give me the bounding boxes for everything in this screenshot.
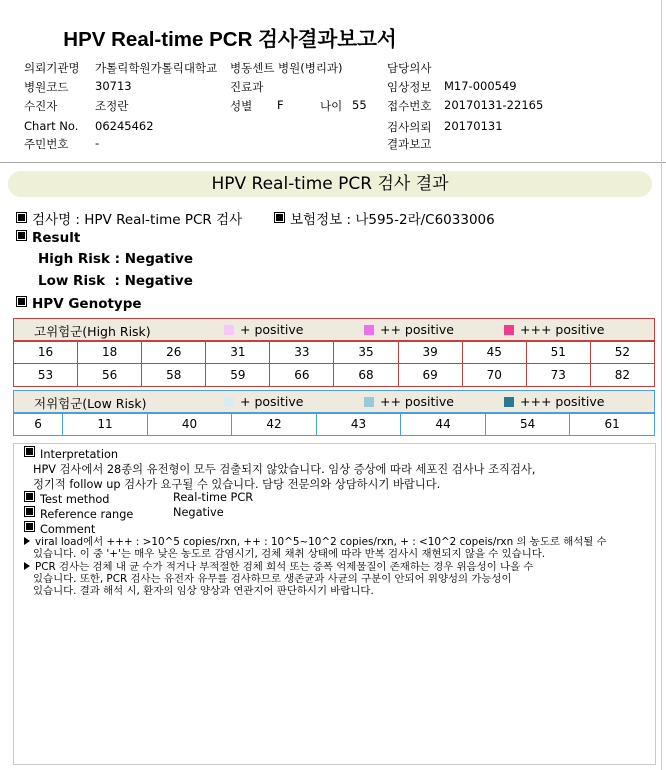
patient-label: 수진자 <box>24 99 58 113</box>
swatch-icon <box>504 325 514 335</box>
request-value: 20170131 <box>444 119 503 133</box>
table-row <box>14 413 655 436</box>
genotype-cell: 61 <box>570 413 655 436</box>
checkbox-square-icon <box>24 506 35 517</box>
interpretation-label: Interpretation <box>40 448 119 461</box>
comment-row <box>24 521 95 536</box>
receipt-label: 접수번호 <box>387 99 432 113</box>
insurance-row <box>274 208 495 228</box>
comment-2c: 있습니다. 결과 해석 시, 환자의 임상 양상과 연관지어 판단하시기 바랍니다. <box>33 585 374 597</box>
patient-value: 조정란 <box>95 99 129 113</box>
genotype-cell: 82 <box>590 364 654 387</box>
legend-item-plus2 <box>364 394 454 409</box>
bullet-triangle-icon <box>24 537 30 545</box>
high-risk-result: High Risk : Negative <box>38 251 193 267</box>
genotype-cell: 42 <box>232 413 317 436</box>
genotype-cell: 68 <box>334 364 398 387</box>
low-risk-legend <box>13 390 655 414</box>
checkbox-square-icon <box>16 212 27 223</box>
genotype-cell: 35 <box>334 341 398 364</box>
genotype-cell: 16 <box>14 341 78 364</box>
resident-value: - <box>95 136 100 150</box>
clinical-info-value: M17-000549 <box>444 79 517 93</box>
insurance-value: 나595-2라/C6033006 <box>355 212 495 228</box>
result-banner: HPV Real-time PCR 검사 결과 <box>8 171 652 197</box>
doctor-label: 담당의사 <box>387 61 432 75</box>
legend-label: ++ positive <box>380 394 454 409</box>
genotype-cell: 53 <box>14 364 78 387</box>
genotype-cell: 52 <box>590 341 654 364</box>
legend-item-plus2 <box>364 322 454 337</box>
genotype-heading <box>16 296 142 312</box>
range-value: Negative <box>173 506 224 519</box>
low-risk-table <box>13 412 655 436</box>
legend-item-plus <box>224 322 303 337</box>
legend-label: +++ positive <box>520 394 605 409</box>
insurance-label: 보험정보 : <box>290 212 352 228</box>
bullet-triangle-icon <box>24 562 30 570</box>
genotype-cell: 43 <box>316 413 401 436</box>
swatch-icon <box>364 397 374 407</box>
low-risk-label: 저위험군(Low Risk) <box>34 396 147 411</box>
high-risk-label: 고위험군(High Risk) <box>34 324 151 339</box>
genotype-cell: 40 <box>147 413 232 436</box>
genotype-cell: 18 <box>78 341 142 364</box>
range-label: Reference range <box>40 508 134 521</box>
genotype-cell: 69 <box>398 364 462 387</box>
test-name-label: 검사명 : <box>32 212 80 228</box>
checkbox-square-icon <box>274 212 285 223</box>
resident-label: 주민번호 <box>24 137 69 151</box>
genotype-cell: 59 <box>206 364 270 387</box>
swatch-icon <box>364 325 374 335</box>
comment-1b: 있습니다. 이 중 '+'는 매우 낮은 농도로 감염시기, 검체 채취 상태에 따라 반복 검사시 재현되지 않을 수 있습니다. <box>33 548 546 560</box>
hospital-code-label: 병원코드 <box>24 80 69 94</box>
checkbox-square-icon <box>24 446 35 457</box>
range-row <box>24 506 133 521</box>
checkbox-square-icon <box>24 521 35 532</box>
genotype-cell: 31 <box>206 341 270 364</box>
legend-item-plus <box>224 394 303 409</box>
table-row <box>14 364 655 387</box>
ward-value: 병원(병리과) <box>278 61 343 75</box>
comment-label: Comment <box>40 523 96 536</box>
comment-text: viral load에서 +++ : >10^5 copies/rxn, ++ : 10^5~10^2 copies/rxn, + : <10^2 copeis/rxn 의 농도로 해석될 수 <box>35 536 607 548</box>
legend-label: + positive <box>240 322 304 337</box>
hospital-code-value: 30713 <box>95 79 132 93</box>
genotype-cell: 66 <box>270 364 334 387</box>
department-label: 진료과 <box>230 80 264 94</box>
genotype-cell: 11 <box>63 413 148 436</box>
chart-no-label: Chart No. <box>24 119 79 133</box>
interpretation-line1: HPV 검사에서 28종의 유전형이 모두 검출되지 않았습니다. 임상 증상에 따라 세포진 검사나 조직검사, <box>33 463 536 476</box>
genotype-cell: 26 <box>142 341 206 364</box>
genotype-cell: 51 <box>526 341 590 364</box>
method-label: Test method <box>40 493 110 506</box>
legend-label: +++ positive <box>520 322 605 337</box>
genotype-heading-label: HPV Genotype <box>32 296 142 312</box>
genotype-cell: 39 <box>398 341 462 364</box>
genotype-cell: 33 <box>270 341 334 364</box>
genotype-cell: 58 <box>142 364 206 387</box>
sex-label: 성별 <box>230 99 253 113</box>
result-heading-label: Result <box>32 230 81 246</box>
report-label: 결과보고 <box>387 137 432 151</box>
institution-value: 가톨릭학원가톨릭대학교 <box>95 61 218 75</box>
high-risk-table <box>13 340 655 387</box>
genotype-cell: 44 <box>401 413 486 436</box>
swatch-icon <box>224 397 234 407</box>
method-row <box>24 491 109 506</box>
legend-label: ++ positive <box>380 322 454 337</box>
swatch-icon <box>504 397 514 407</box>
chart-no-value: 06245462 <box>95 119 154 133</box>
legend-item-plus3 <box>504 394 604 409</box>
report-title: HPV Real-time PCR 검사결과보고서 <box>63 28 397 51</box>
page-edge-line <box>661 0 662 770</box>
method-value: Real-time PCR <box>173 491 254 504</box>
legend-item-plus3 <box>504 322 604 337</box>
age-value: 55 <box>352 98 367 112</box>
comment-text: PCR 검사는 검체 내 균 수가 적거나 부적절한 검체 희석 또는 증폭 억제물질이 존재하는 경우 위음성이 나올 수 <box>35 561 534 573</box>
legend-label: + positive <box>240 394 304 409</box>
swatch-icon <box>224 325 234 335</box>
genotype-cell: 45 <box>462 341 526 364</box>
test-name-row <box>16 208 242 228</box>
checkbox-square-icon <box>24 491 35 502</box>
ward-label: 병동센트 <box>230 61 275 75</box>
clinical-info-label: 임상정보 <box>387 80 432 94</box>
age-label: 나이 <box>320 99 343 113</box>
genotype-cell: 70 <box>462 364 526 387</box>
genotype-cell: 6 <box>14 413 63 436</box>
receipt-value: 20170131-22165 <box>444 98 544 112</box>
result-heading <box>16 230 80 246</box>
genotype-cell: 73 <box>526 364 590 387</box>
sex-value: F <box>277 98 284 112</box>
request-label: 검사의뢰 <box>387 120 432 134</box>
interpretation-line2: 정기적 follow up 검사가 요구될 수 있습니다. 담당 전문의와 상담하시기 바랍니다. <box>33 478 441 491</box>
test-name-value: HPV Real-time PCR 검사 <box>84 212 243 228</box>
genotype-cell: 56 <box>78 364 142 387</box>
institution-label: 의뢰기관명 <box>24 61 80 75</box>
genotype-cell: 54 <box>485 413 570 436</box>
comment-2b: 있습니다. 또한, PCR 검사는 유전자 유무를 검사하므로 생존균과 사균의 구분이 안되어 위양성의 가능성이 <box>33 573 512 585</box>
high-risk-legend <box>13 318 655 342</box>
divider <box>0 162 666 163</box>
checkbox-square-icon <box>16 230 27 241</box>
low-risk-result: Low Risk : Negative <box>38 273 193 289</box>
interpretation-heading <box>24 446 118 461</box>
table-row <box>14 341 655 364</box>
checkbox-square-icon <box>16 296 27 307</box>
